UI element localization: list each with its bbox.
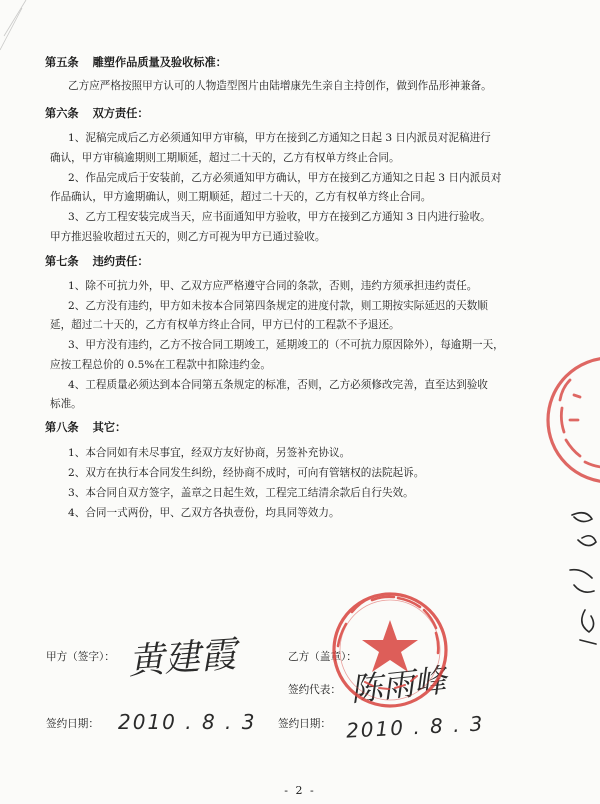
- date-b: 2010 . 8 . 3: [345, 711, 486, 743]
- section-7-line-2: 2、乙方没有违约，甲方如未按本合同第四条规定的进度付款，则工期按实际延迟的天数顺: [68, 300, 488, 312]
- seal-star-icon: [362, 620, 418, 672]
- party-a-signature: 黄建霞: [126, 634, 238, 683]
- margin-handwriting: [570, 513, 596, 644]
- section-8-title: 其它：: [92, 420, 127, 434]
- party-b-signature: 陈雨峰: [348, 661, 448, 709]
- scan-mark-top-left: [0, 0, 26, 50]
- section-6-line-3: 2、作品完成后于安装前，乙方必须通知甲方确认，甲方在接到乙方通知之日起 3 日内派员对: [68, 172, 502, 184]
- margin-seal-partial: [548, 358, 600, 482]
- section-8-line-4: 4、合同一式两份，甲、乙双方各执壹份，均具同等效力。: [68, 507, 340, 519]
- section-6-title: 双方责任：: [92, 106, 149, 120]
- section-6-line-4: 作品确认，甲方逾期确认，则工期顺延，超过二十天的，乙方有权单方终止合同。: [50, 191, 432, 203]
- section-6-line-5: 3、乙方工程安装完成当天，应书面通知甲方验收，甲方在接到乙方通知 3 日内进行验收。: [68, 211, 491, 223]
- section-6-number: 第六条: [45, 106, 79, 120]
- section-7-line-7: 标准。: [50, 398, 82, 410]
- section-6-line-6: 甲方推迟验收超过五天的，则乙方可视为甲方已通过验收。: [50, 231, 326, 243]
- section-7-number: 第七条: [45, 254, 79, 268]
- date-label-b: 签约日期：: [278, 718, 331, 730]
- section-8-number: 第八条: [45, 420, 79, 434]
- date-label-a: 签约日期：: [46, 718, 99, 730]
- section-6-line-2: 确认，甲方审稿逾期则工期顺延，超过二十天的，乙方有权单方终止合同。: [50, 152, 400, 164]
- section-7-line-5: 应按工程总价的 0.5%在工程款中扣除违约金。: [50, 359, 271, 371]
- section-7-line-4: 3、甲方没有违约，乙方不按合同工期竣工，延期竣工的（不可抗力原因除外），每逾期一天，: [68, 339, 504, 351]
- section-7-title: 违约责任：: [92, 254, 149, 268]
- section-5-line-1: 乙方应严格按照甲方认可的人物造型图片由陆增康先生亲自主持创作，做到作品形神兼备。: [68, 80, 492, 92]
- section-7-line-3: 延，超过二十天的，乙方有权单方终止合同，甲方已付的工程款不予退还。: [50, 319, 400, 331]
- party-b-label: 乙方（盖章）：: [288, 651, 357, 663]
- section-5-number: 第五条: [45, 55, 79, 69]
- section-8-line-2: 2、双方在执行本合同发生纠纷，经协商不成时，可向有管辖权的法院起诉。: [68, 467, 425, 479]
- section-7-line-6: 4、工程质量必须达到本合同第五条规定的标准，否则，乙方必须修改完善，直至达到验收: [68, 379, 488, 391]
- section-6-line-1: 1、泥稿完成后乙方必须通知甲方审稿，甲方在接到乙方通知之日起 3 日内派员对泥稿进行: [68, 132, 491, 144]
- section-5-title: 雕塑作品质量及验收标准：: [92, 55, 227, 69]
- seal-inner-marks: [365, 676, 417, 689]
- section-8-line-1: 1、本合同如有未尽事宜，经双方友好协商，另签补充协议。: [68, 447, 351, 459]
- party-a-label: 甲方（签字）：: [46, 651, 115, 663]
- page-number: - 2 -: [284, 784, 316, 797]
- section-7-line-1: 1、除不可抗力外，甲、乙双方应严格遵守合同的条款，否则，违约方须承担违约责任。: [68, 280, 478, 292]
- date-a: 2010 . 8 . 3: [118, 710, 257, 734]
- margin-seal-lettering-marks: [560, 380, 600, 467]
- company-seal: [334, 594, 446, 706]
- party-b-rep-label: 签约代表：: [288, 684, 341, 696]
- section-8-line-3: 3、本合同自双方签字，盖章之日起生效，工程完工结清余款后自行失效。: [68, 487, 414, 499]
